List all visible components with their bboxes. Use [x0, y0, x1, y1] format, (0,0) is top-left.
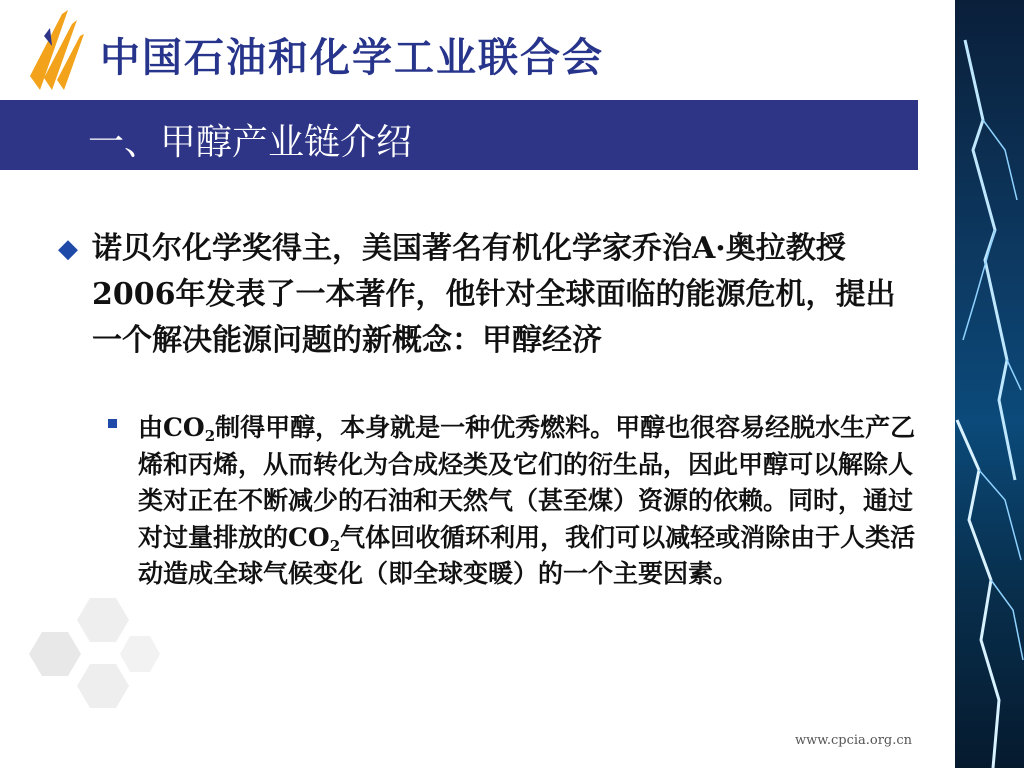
main-bullet-text: 诺贝尔化学奖得主，美国著名有机化学家乔治A·奥拉教授2006年发表了一本著作，他针对全球面临的能源危机，提出一个解决能源问题的新概念：甲醇经济	[92, 231, 896, 358]
diamond-bullet-icon: ◆	[58, 234, 78, 264]
hexagon-pattern	[20, 598, 160, 728]
organization-name: 中国石油和化学工业联合会	[100, 35, 604, 81]
main-bullet	[58, 226, 920, 364]
sub-bullet-text: 由$CO_2$制得甲醇，本身就是一种优秀燃料。甲醇也很容易经脱水生产乙烯和丙烯，从而转化为合成烃类及它们的衍生品，因此甲醇可以解除人类对正在不断减少的石油和天然气（甚至煤）资源的依赖。同时，通过对过量排放的$CO_2$气体回收循环利用，我们可以减轻或消除由于人类活动造成全球气候变化（即全球变暖）的一个主要因素。	[138, 413, 916, 589]
square-bullet-icon	[108, 419, 117, 428]
sub-bullet	[108, 410, 928, 593]
flame-stripes-logo	[22, 6, 84, 90]
footer-url: www.cpcia.org.cn	[795, 733, 913, 748]
title-bar	[0, 100, 918, 170]
lightning-strip-image	[955, 0, 1024, 768]
slide-title: 一、甲醇产业链介绍	[88, 122, 413, 163]
